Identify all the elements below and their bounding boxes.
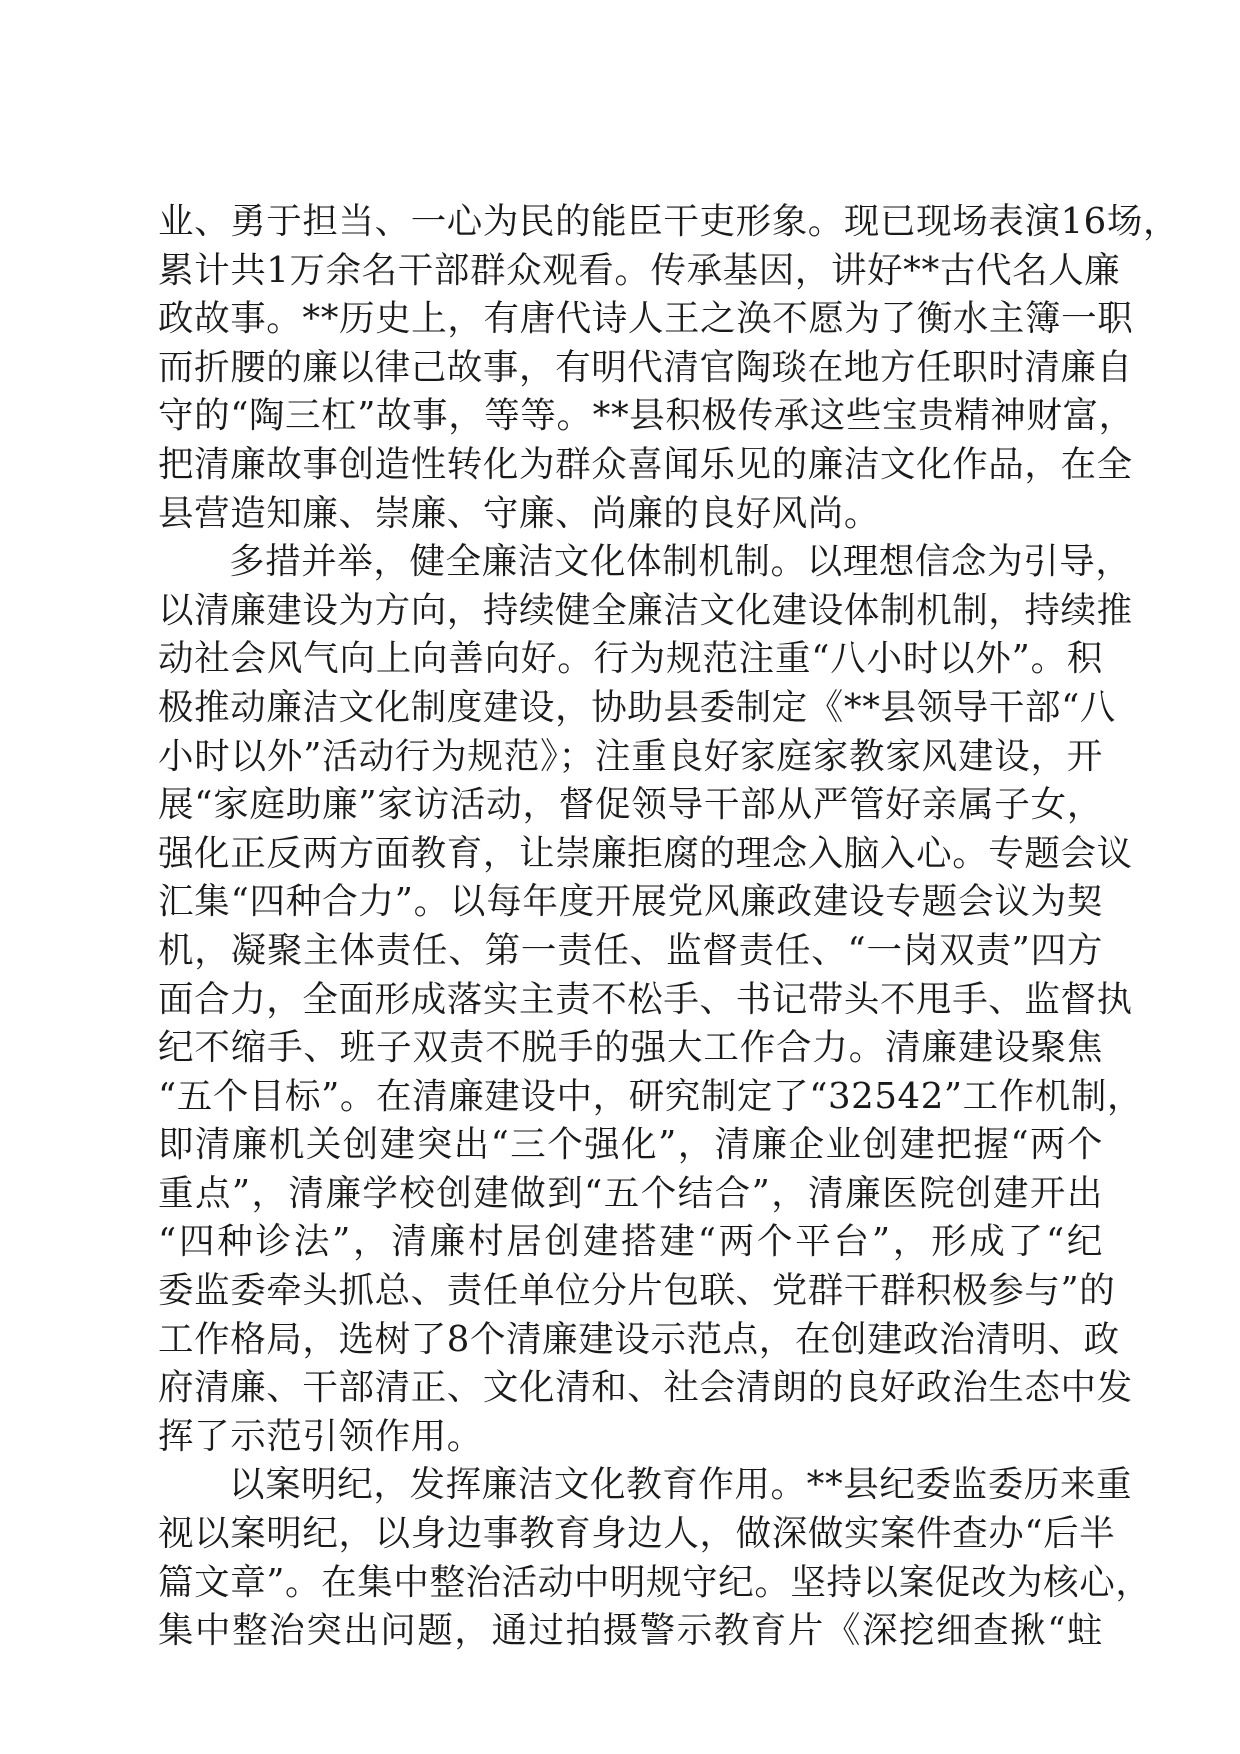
text-line: 视以案明纪，以身边事教育身边人，做深做实案件查办“后半 <box>158 1513 1116 1555</box>
text-line: 小时以外”活动行为规范》；注重良好家庭家教家风建设，开 <box>158 735 1103 777</box>
text-line: 工作格局，选树了8个清廉建设示范点，在创建政治清明、政 <box>158 1318 1120 1360</box>
text-line: 极推动廉洁文化制度建设，协助县委制定《**县领导干部“八 <box>158 686 1116 728</box>
text-line: 多措并举，健全廉洁文化体制机制。以理想信念为引导， <box>229 541 1132 583</box>
paragraph <box>158 538 1144 1461</box>
text-line: 累计共1万余名干部群众观看。传承基因，讲好**古代名人廉 <box>158 249 1121 291</box>
text-line: “五个目标”。在清廉建设中，研究制定了“32542”工作机制， <box>158 1075 1144 1117</box>
text-line: 挥了示范引领作用。 <box>158 1415 483 1457</box>
text-line: 篇文章”。在集中整治活动中明规守纪。坚持以案促改为核心， <box>158 1561 1152 1603</box>
text-line: 集中整治突出问题，通过拍摄警示教育片《深挖细查揪“蛀 <box>158 1610 1103 1652</box>
text-line: 面合力，全面形成落实主责不松手、书记带头不甩手、监督执 <box>158 978 1133 1020</box>
paragraph <box>158 1461 1152 1655</box>
text-line: 即清廉机关创建突出“三个强化”，清廉企业创建把握“两个 <box>158 1124 1103 1166</box>
text-line: 委监委牵头抓总、责任单位分片包联、党群干群积极参与”的 <box>158 1270 1116 1312</box>
text-line: 以清廉建设为方向，持续健全廉洁文化建设体制机制，持续推 <box>158 589 1133 631</box>
text-line: 机，凝聚主体责任、第一责任、监督责任、“一岗双责”四方 <box>158 929 1103 971</box>
paragraph <box>158 198 1180 538</box>
text-line: 县营造知廉、崇廉、守廉、尚廉的良好风尚。 <box>158 492 881 534</box>
document-body <box>158 198 1180 1656</box>
text-line: 重点”，清廉学校创建做到“五个结合”，清廉医院创建开出 <box>158 1172 1103 1214</box>
text-line: 动社会风气向上向善向好。行为规范注重“八小时以外”。积 <box>158 638 1103 680</box>
text-line: 政故事。**历史上，有唐代诗人王之涣不愿为了衡水主簿一职 <box>158 298 1134 340</box>
text-line: 汇集“四种合力”。以每年度开展党风廉政建设专题会议为契 <box>158 881 1103 923</box>
text-line: 以案明纪，发挥廉洁文化教育作用。**县纪委监委历来重 <box>229 1464 1133 1506</box>
text-line: “四种诊法”，清廉村居创建搭建“两个平台”，形成了“纪 <box>158 1221 1103 1263</box>
text-line: 把清廉故事创造性转化为群众喜闻乐见的廉洁文化作品，在全 <box>158 443 1133 485</box>
text-line: 业、勇于担当、一心为民的能臣干吏形象。现已现场表演16场， <box>158 201 1180 242</box>
text-line: 而折腰的廉以律己故事，有明代清官陶琰在地方任职时清廉自 <box>158 346 1133 388</box>
text-line: 守的“陶三杠”故事，等等。**县积极传承这些宝贵精神财富， <box>158 395 1135 437</box>
text-line: 府清廉、干部清正、文化清和、社会清朗的良好政治生态中发 <box>158 1367 1133 1409</box>
text-line: 纪不缩手、班子双责不脱手的强大工作合力。清廉建设聚焦 <box>158 1027 1103 1069</box>
text-line: 展“家庭助廉”家访活动，督促领导干部从严管好亲属子女， <box>158 784 1103 826</box>
text-line: 强化正反两方面教育，让崇廉拒腐的理念入脑入心。专题会议 <box>158 832 1133 874</box>
